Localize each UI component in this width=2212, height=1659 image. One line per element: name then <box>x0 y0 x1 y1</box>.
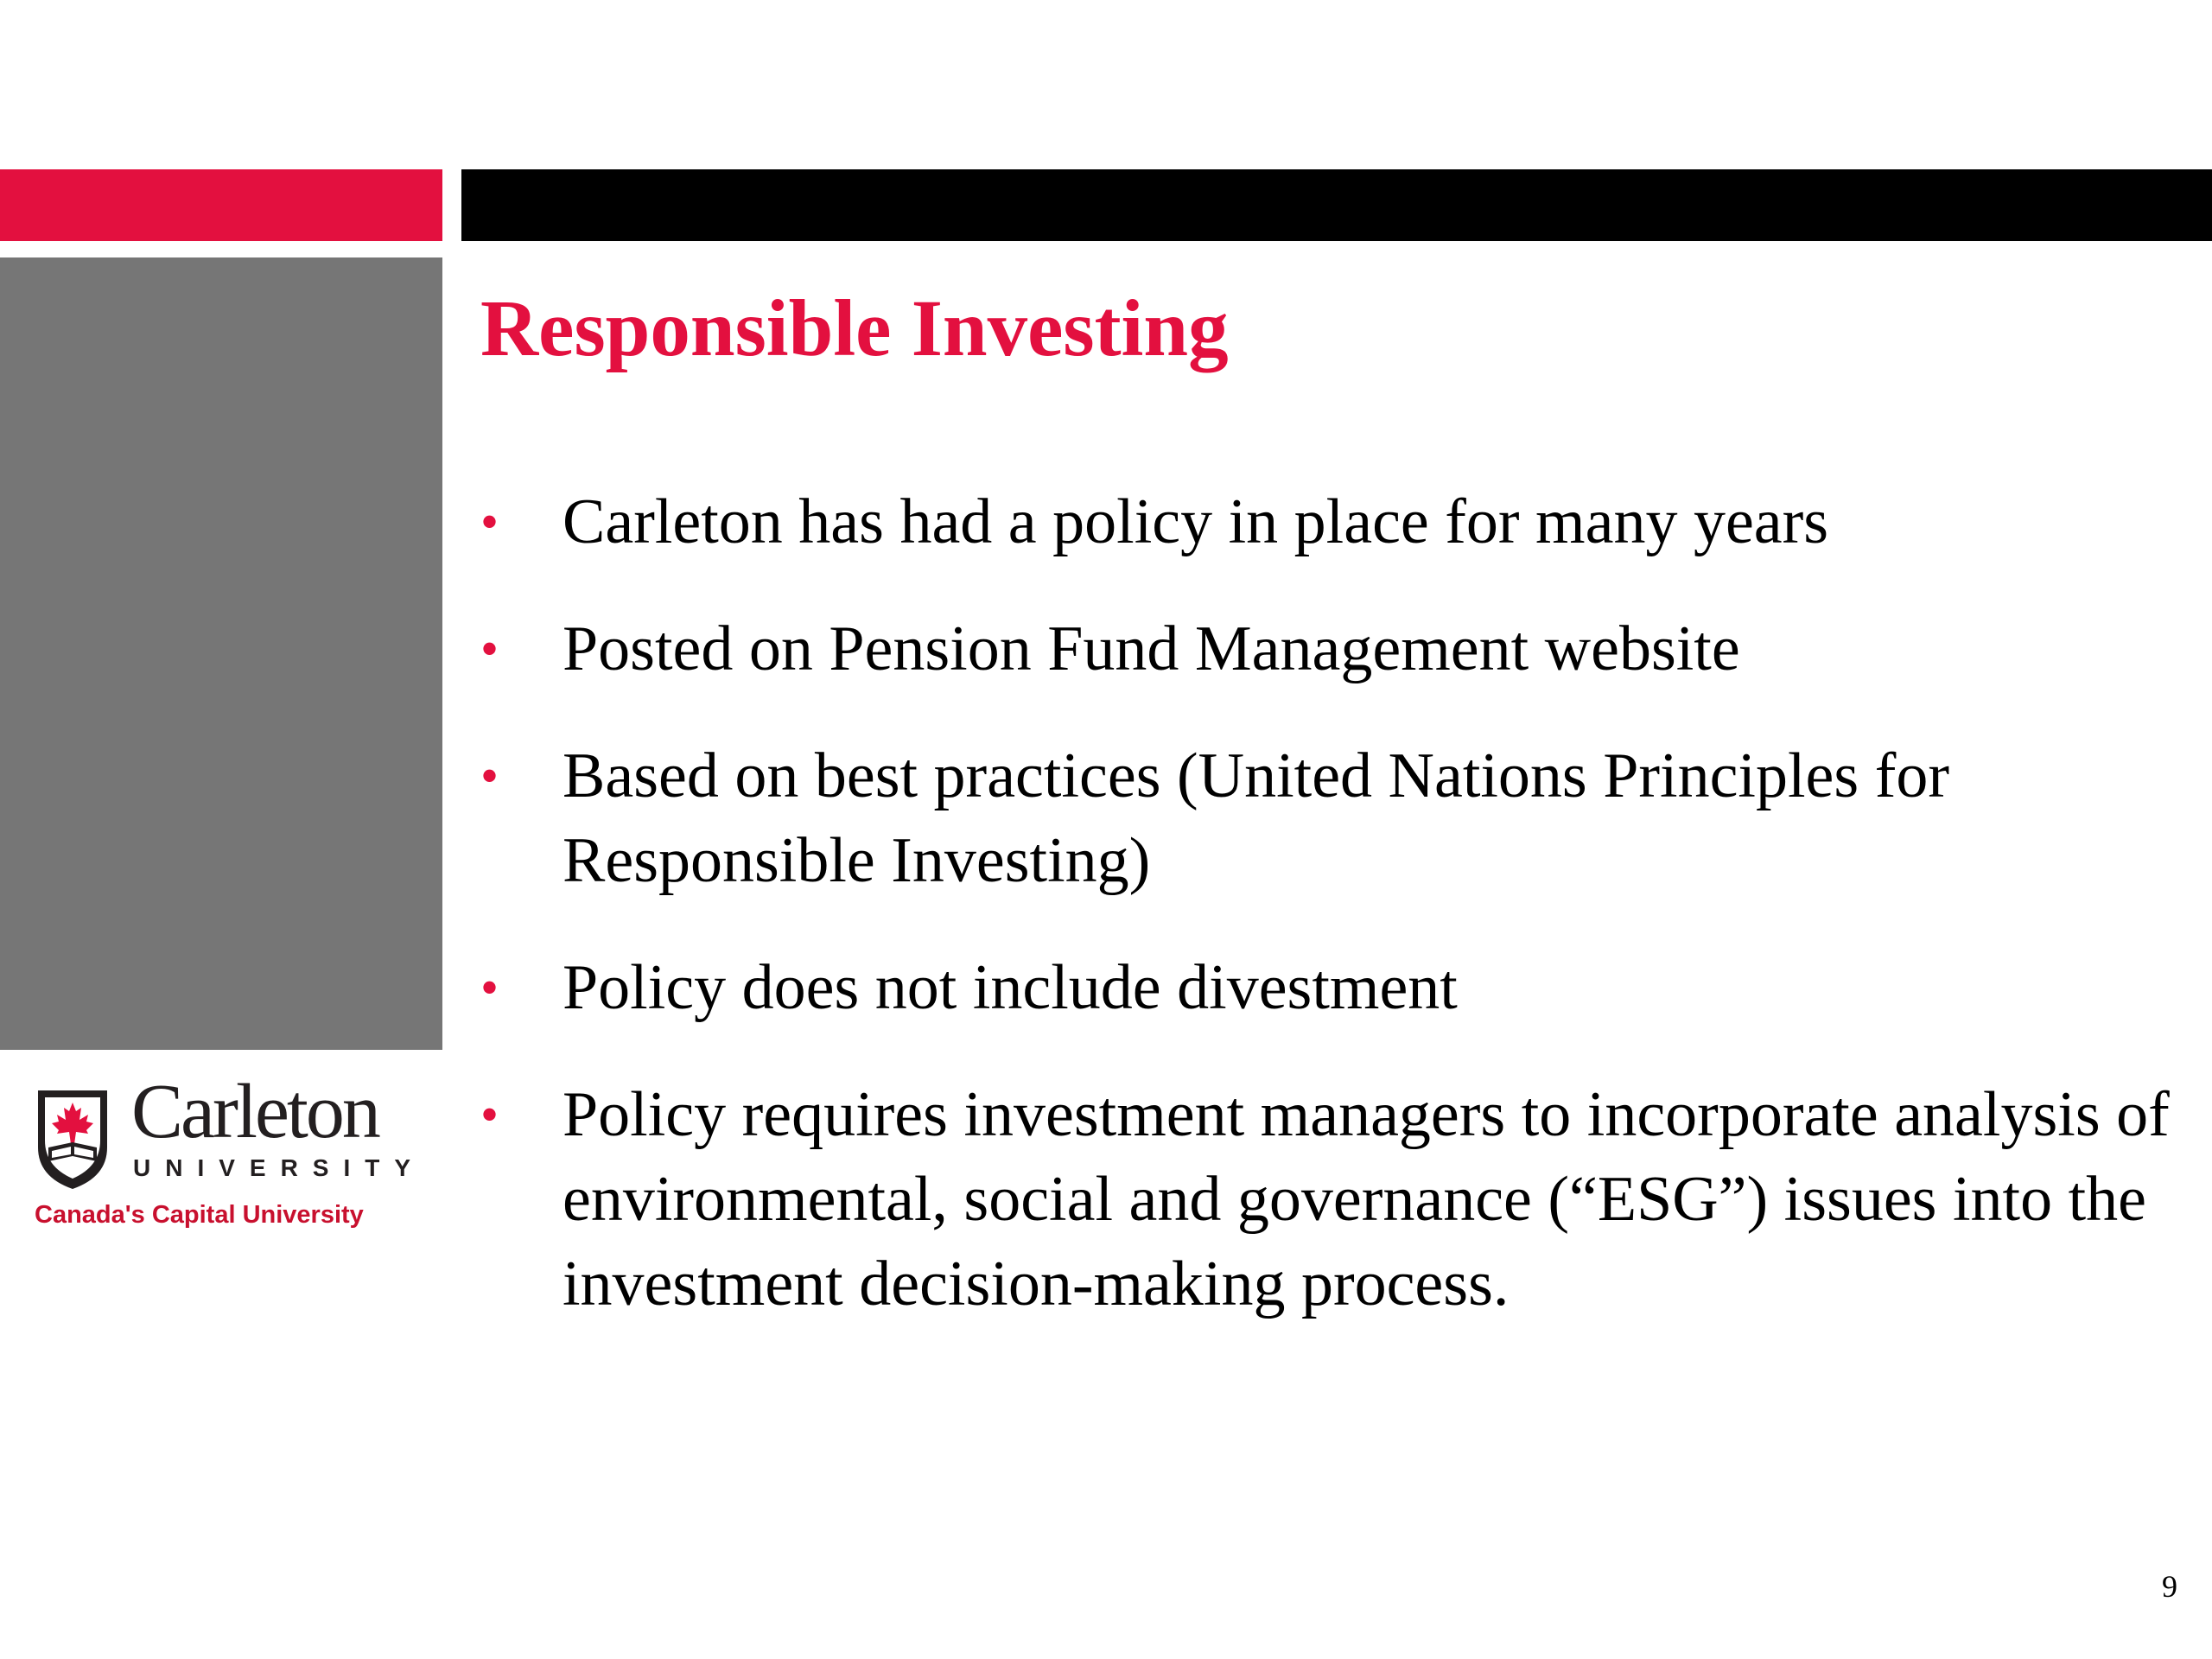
side-panel <box>0 257 442 1050</box>
bullet-text: Policy requires investment managers to incorporate analysis of environmental, social and governance (“ESG”) issues into the investment decision-making process. <box>563 1079 2170 1319</box>
bullet-item <box>480 1072 2174 1326</box>
header-accent-bar-red <box>0 169 442 241</box>
bullet-item <box>480 480 2174 564</box>
bullet-text: Policy does not include divestment <box>563 952 1458 1023</box>
page-number: 9 <box>2162 1569 2177 1604</box>
maple-leaf-shield-icon <box>35 1087 111 1191</box>
bullet-text: Carleton has had a policy in place for many years <box>563 486 1829 557</box>
carleton-university-logo <box>35 1069 426 1237</box>
bullet-marker: • <box>480 959 499 1016</box>
logo-tagline: Canada's Capital University <box>35 1201 364 1229</box>
logo-subtitle: UNIVERSITY <box>133 1154 426 1181</box>
bullet-text: Posted on Pension Fund Management website <box>563 613 1740 684</box>
bullet-item <box>480 734 2174 903</box>
slide-title: Responsible Investing <box>480 284 1229 373</box>
logo-wordmark: Carleton <box>131 1069 378 1154</box>
bullet-item <box>480 945 2174 1030</box>
header-accent-bar-black <box>461 169 2212 241</box>
bullet-item <box>480 607 2174 691</box>
bullet-marker: • <box>480 493 499 550</box>
bullet-marker: • <box>480 1086 499 1143</box>
bullet-list <box>480 480 2174 1326</box>
bullet-marker: • <box>480 747 499 804</box>
bullet-text: Based on best practices (United Nations Principles for Responsible Investing) <box>563 741 1949 896</box>
bullet-marker: • <box>480 620 499 677</box>
